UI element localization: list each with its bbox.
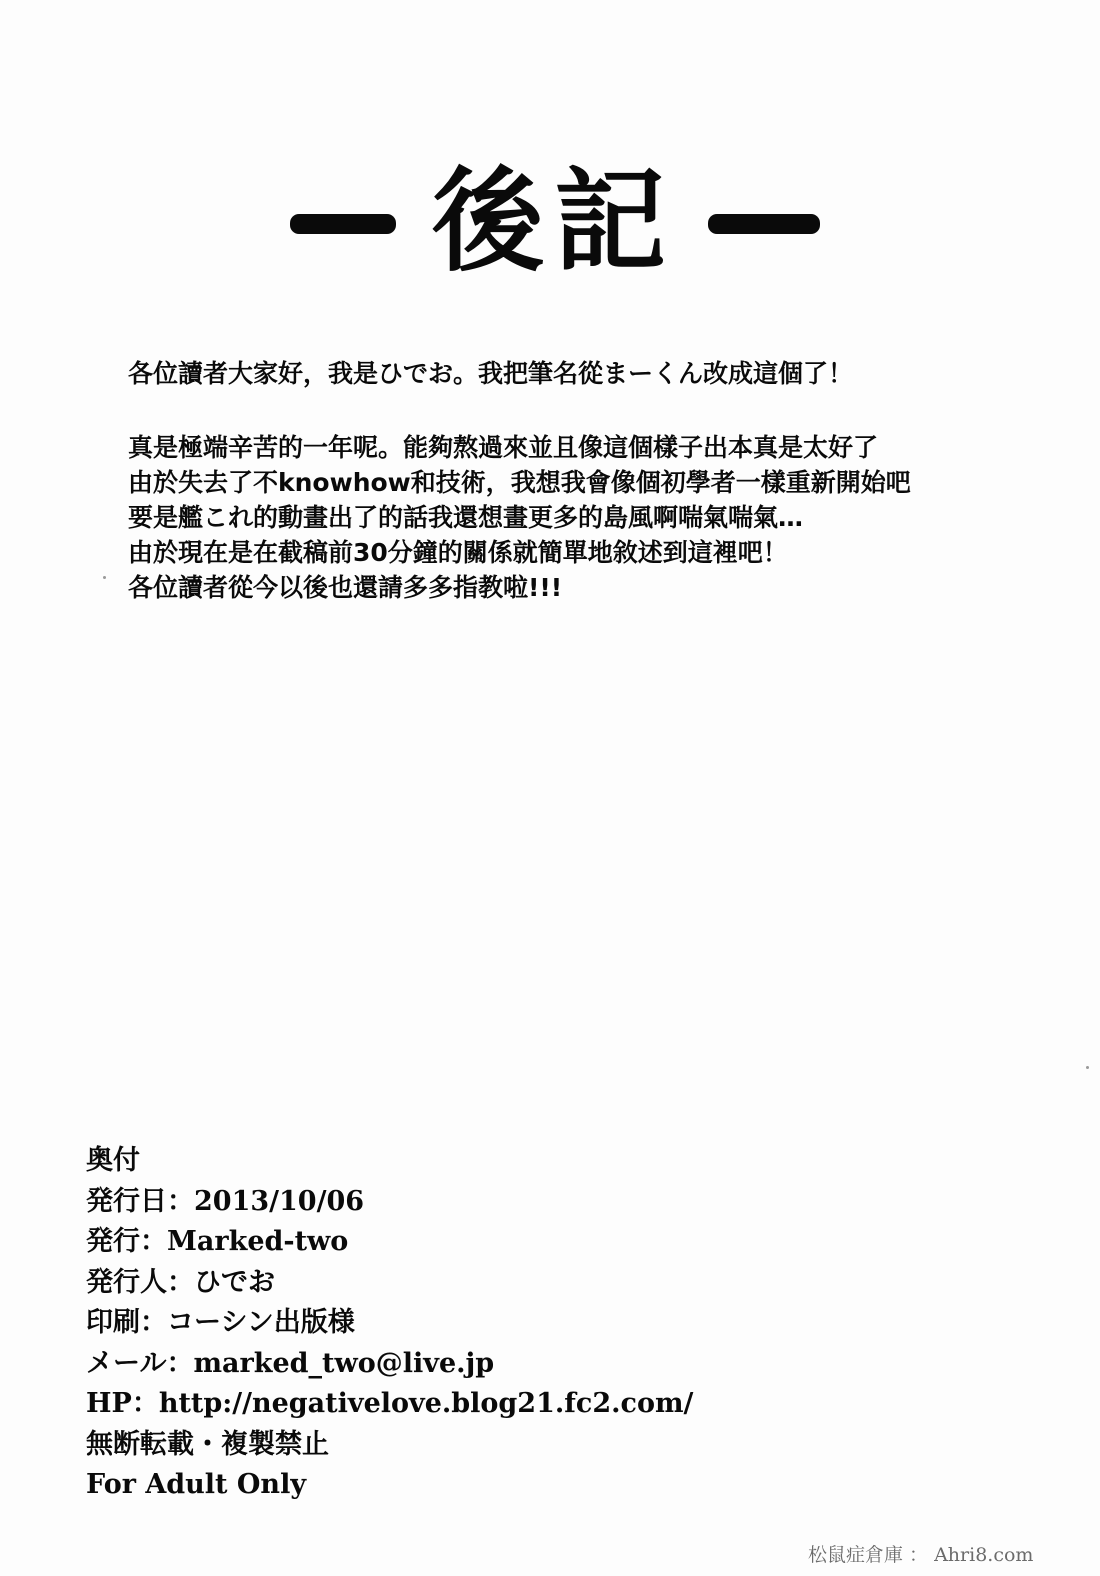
afterword-line: 由於失去了不knowhow和技術，我想我會像個初學者一樣重新開始吧 — [128, 468, 911, 497]
colophon — [86, 1142, 846, 1507]
title-text: 後記 — [432, 157, 676, 287]
publisher-value: Marked-two — [167, 1226, 349, 1257]
afterword-body — [128, 356, 988, 605]
separator: ： — [167, 1185, 194, 1217]
watermark: 松鼠症倉庫 ： Ahri8.com — [808, 1544, 1034, 1566]
title-dash-left — [290, 214, 396, 234]
colophon-rating: For Adult Only — [86, 1469, 307, 1500]
issue-date-value: 2013/10/06 — [194, 1185, 365, 1217]
afterword-line: 要是艦これ的動畫出了的話我還想畫更多的島風啊喘氣喘氣… — [128, 503, 804, 532]
afterword-greeting: 各位讀者大家好，我是ひでお。我把筆名從まーくん改成這個了！ — [128, 359, 854, 388]
homepage-label: HP — [86, 1388, 132, 1419]
printer-label: 印刷 — [86, 1307, 140, 1338]
separator: ： — [140, 1226, 167, 1257]
colophon-mail — [86, 1345, 846, 1386]
homepage-url: http://negativelove.blog21.fc2.com/ — [158, 1388, 694, 1419]
mail-value: marked_two@live.jp — [193, 1347, 495, 1379]
issuer-label: 発行人 — [86, 1266, 167, 1298]
afterword-title — [290, 157, 820, 287]
afterword-line: 各位讀者從今以後也還請多多指教啦!!! — [128, 573, 563, 602]
afterword-line: 真是極端辛苦的一年呢。能夠熬過來並且像這個樣子出本真是太好了 — [128, 433, 879, 462]
colophon-issuer — [86, 1264, 846, 1305]
colophon-issue-date — [86, 1183, 846, 1224]
colophon-printer — [86, 1304, 846, 1345]
afterword-line: 由於現在是在截稿前30分鐘的關係就簡單地敘述到這裡吧！ — [128, 538, 788, 567]
scan-speck — [1086, 1066, 1089, 1069]
printer-value: コーシン出版様 — [167, 1307, 355, 1338]
colophon-notice: 無断転載・複製禁止 — [86, 1428, 329, 1460]
issue-date-label: 発行日 — [86, 1185, 167, 1217]
scan-speck — [103, 576, 106, 579]
separator: ： — [167, 1266, 194, 1298]
publisher-label: 発行 — [86, 1226, 140, 1257]
colophon-publisher — [86, 1223, 846, 1264]
mail-label: メール — [86, 1347, 167, 1379]
separator: ： — [140, 1307, 167, 1338]
separator: ： — [166, 1347, 194, 1379]
colophon-homepage — [86, 1385, 846, 1426]
issuer-value: ひでお — [194, 1266, 275, 1298]
separator: ： — [131, 1388, 159, 1419]
title-dash-right — [708, 214, 820, 234]
colophon-heading: 奥付 — [86, 1145, 140, 1176]
